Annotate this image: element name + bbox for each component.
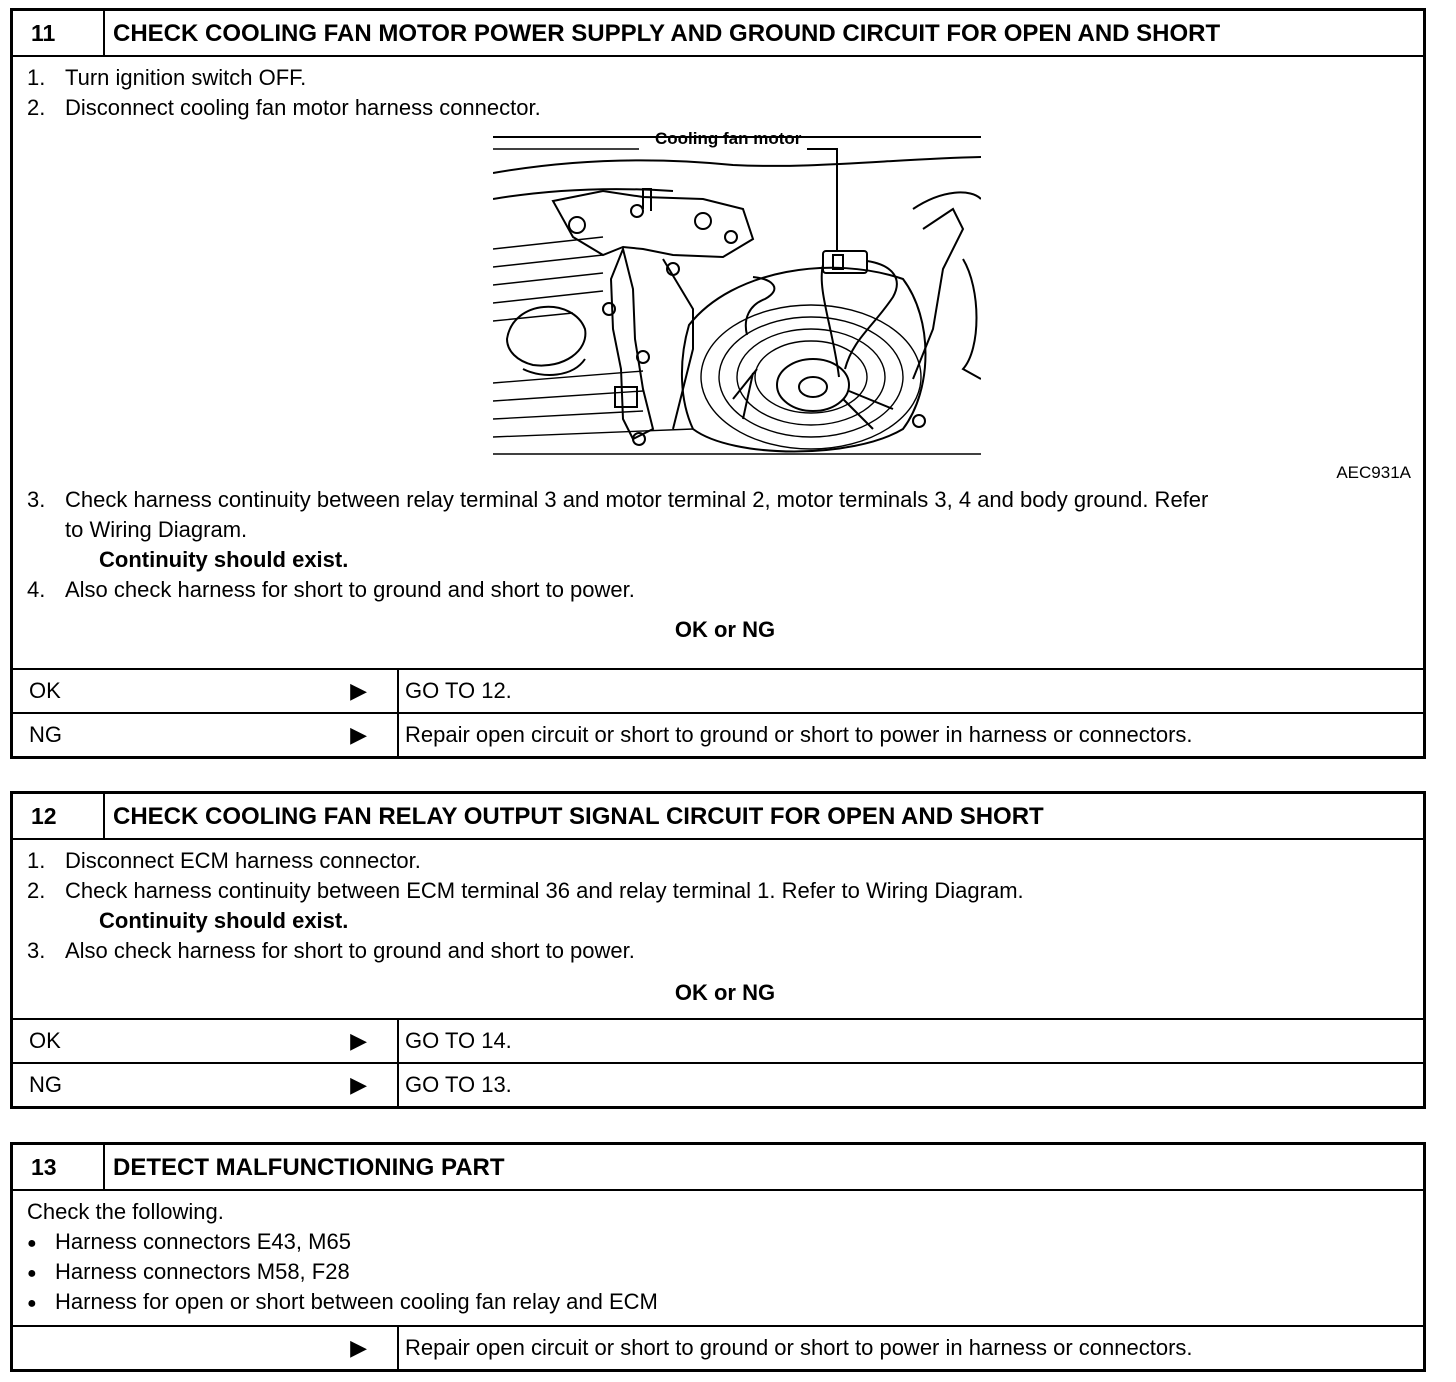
result-rows xyxy=(13,668,1423,756)
bullet-icon: ● xyxy=(27,1265,37,1282)
result-label: NG xyxy=(29,722,62,747)
step-number: 11 xyxy=(13,11,105,55)
right-pointer-icon: ▶ xyxy=(350,678,367,703)
result-label: OK xyxy=(29,1028,61,1053)
cooling-fan-motor-illustration xyxy=(493,129,981,459)
list-item: ● Harness connectors M58, F28 xyxy=(27,1257,1423,1287)
instruction-item: 2. Disconnect cooling fan motor harness connector. xyxy=(27,95,541,120)
instruction-item: 1. Disconnect ECM harness connector. xyxy=(27,848,421,873)
right-pointer-icon: ▶ xyxy=(350,1072,367,1097)
step-body xyxy=(13,1191,1423,1317)
instruction-item: 3. Check harness continuity between relay terminal 3 and motor terminal 2, motor terminals 3, 4 and body ground. Refer xyxy=(27,487,1209,512)
result-action: GO TO 12. xyxy=(405,678,512,703)
instruction-item: 4. Also check harness for short to ground and short to power. xyxy=(27,577,635,602)
step-header xyxy=(13,11,1423,57)
result-rows xyxy=(13,1018,1423,1106)
result-label: OK xyxy=(29,678,61,703)
figure-label: Cooling fan motor xyxy=(655,129,802,148)
step-body xyxy=(13,840,1423,1010)
figure-code: AEC931A xyxy=(1336,463,1411,482)
step-number: 13 xyxy=(13,1145,105,1189)
result-row-ng xyxy=(13,1062,1423,1106)
instruction-item: 1. Turn ignition switch OFF. xyxy=(27,65,307,90)
step-12-panel xyxy=(10,791,1426,1109)
list-item: ● Harness connectors E43, M65 xyxy=(27,1227,1423,1257)
bullet-icon: ● xyxy=(27,1295,37,1312)
bullet-icon: ● xyxy=(27,1235,37,1252)
ok-or-ng-heading: OK or NG xyxy=(674,617,776,642)
result-label: NG xyxy=(29,1072,62,1097)
intro-text: Check the following. xyxy=(27,1199,224,1224)
right-pointer-icon: ▶ xyxy=(350,1028,367,1053)
result-row-ng xyxy=(13,712,1423,756)
step-header xyxy=(13,1145,1423,1191)
right-pointer-icon: ▶ xyxy=(350,722,367,747)
result-action: GO TO 13. xyxy=(405,1072,512,1097)
result-row xyxy=(13,1325,1423,1369)
result-row-ok xyxy=(13,668,1423,712)
step-13-panel xyxy=(10,1142,1426,1372)
step-number: 12 xyxy=(13,794,105,838)
instruction-item: 2. Check harness continuity between ECM terminal 36 and relay terminal 1. Refer to Wiring Diagram. xyxy=(27,878,1024,903)
continuity-note: Continuity should exist. xyxy=(99,547,349,572)
result-action: GO TO 14. xyxy=(405,1028,512,1053)
step-11-panel xyxy=(10,8,1426,759)
result-row-ok xyxy=(13,1018,1423,1062)
figure-area xyxy=(27,123,1423,485)
instruction-continuation: to Wiring Diagram. xyxy=(65,517,248,542)
step-header xyxy=(13,794,1423,840)
step-title: DETECT MALFUNCTIONING PART xyxy=(113,1154,505,1181)
step-title: CHECK COOLING FAN RELAY OUTPUT SIGNAL CIRCUIT FOR OPEN AND SHORT xyxy=(113,803,1044,830)
list-item: ● Harness for open or short between cooling fan relay and ECM xyxy=(27,1287,1423,1317)
right-pointer-icon: ▶ xyxy=(350,1335,367,1360)
result-rows xyxy=(13,1325,1423,1369)
result-action: Repair open circuit or short to ground or short to power in harness or connectors. xyxy=(405,1335,1193,1360)
ok-or-ng-heading: OK or NG xyxy=(674,980,776,1005)
result-action: Repair open circuit or short to ground or short to power in harness or connectors. xyxy=(405,722,1193,747)
instruction-item: 3. Also check harness for short to ground and short to power. xyxy=(27,938,635,963)
step-title: CHECK COOLING FAN MOTOR POWER SUPPLY AND GROUND CIRCUIT FOR OPEN AND SHORT xyxy=(113,20,1221,47)
step-body xyxy=(13,57,1423,647)
continuity-note: Continuity should exist. xyxy=(99,908,349,933)
